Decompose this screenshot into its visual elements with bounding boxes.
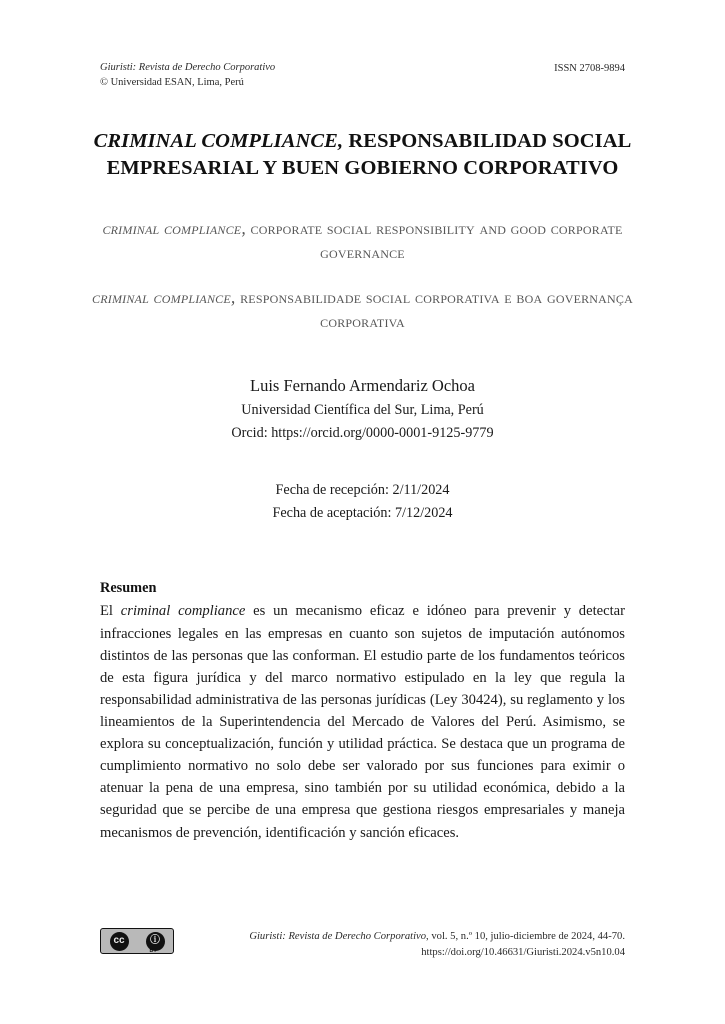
abstract-lead: El bbox=[100, 603, 121, 620]
subtitle-pt-rest: responsabilidade social corporativa e boa governança corporativa bbox=[235, 287, 633, 331]
page-footer bbox=[100, 928, 625, 961]
abstract-text bbox=[100, 600, 625, 843]
cc-by-label: BY bbox=[149, 948, 157, 954]
running-head bbox=[100, 60, 625, 90]
footer-citation-details: , vol. 5, n.º 10, julio-diciembre de 2024, 44-70. bbox=[426, 931, 625, 942]
subtitle-en-italic-part: criminal compliance, bbox=[102, 218, 246, 239]
issn: ISSN 2708-9894 bbox=[554, 63, 625, 74]
date-received: Fecha de recepción: 2/11/2024 bbox=[275, 482, 450, 498]
title-block bbox=[88, 128, 637, 334]
subtitle-en-rest: corporate social responsibility and good corporate governance bbox=[245, 218, 623, 262]
author-block bbox=[88, 374, 637, 445]
cc-logo-icon: cc bbox=[110, 932, 129, 951]
subtitle-pt-italic-part: criminal compliance, bbox=[92, 287, 236, 308]
publisher-line: © Universidad ESAN, Lima, Perú bbox=[100, 77, 244, 89]
abstract-section bbox=[100, 578, 625, 844]
author-orcid-link[interactable]: Orcid: https://orcid.org/0000-0001-9125-9779 bbox=[231, 424, 494, 441]
cc-attribution-person-icon: ⓘ bbox=[146, 932, 165, 951]
footer-citation bbox=[249, 928, 625, 961]
footer-doi-link[interactable]: https://doi.org/10.46631/Giuristi.2024.v5n10.04 bbox=[421, 947, 625, 959]
date-accepted: Fecha de aceptación: 7/12/2024 bbox=[272, 504, 453, 521]
title-italic-part: CRIMINAL COMPLIANCE, bbox=[93, 130, 344, 152]
author-name: Luis Fernando Armendariz Ochoa bbox=[250, 376, 475, 395]
author-affiliation: Universidad Científica del Sur, Lima, Perú bbox=[241, 401, 484, 418]
running-head-left bbox=[100, 60, 275, 90]
subtitle-portuguese bbox=[88, 286, 637, 333]
creative-commons-by-icon[interactable] bbox=[100, 928, 174, 954]
journal-name: Giuristi: Revista de Derecho Corporativo bbox=[100, 62, 276, 73]
abstract-italic-term: criminal compliance bbox=[120, 603, 246, 620]
title-rest: RESPONSABILIDAD SOCIAL EMPRESARIAL Y BUEN GOBIERNO CORPORATIVO bbox=[106, 130, 632, 179]
abstract-heading: Resumen bbox=[100, 580, 157, 596]
abstract-body-rest: es un mecanismo eficaz e idóneo para prevenir y detectar infracciones legales en las empresas en cuanto son sujetos de imputación autónomos distintos de las personas que las conforman. El estudio parte de los fundamentos teóricos de esta figura jurídica y del marco normativo estipulado en la ley que regula la responsabilidad administrativa de las personas jurídicas (Ley 30424), su reglamento y los lineamientos de la Superintendencia del Mercado de Valores del Perú. Asimismo, se explora su conceptualización, función y utilidad práctica. Se destaca que un programa de cumplimiento normativo no solo debe ser valorado por sus funciones para eximir o atenuar la pena de una empresa, sino también por su utilidad económica, debido a la seguridad que se percibe de una empresa que gestiona riesgos empresariales y maneja mecanismos de prevención, identificación y sanción eficaces. bbox=[100, 603, 625, 841]
footer-journal-name: Giuristi: Revista de Derecho Corporativo bbox=[249, 931, 427, 942]
submission-dates bbox=[88, 479, 637, 524]
subtitle-english bbox=[88, 217, 637, 264]
page-title bbox=[88, 128, 637, 181]
